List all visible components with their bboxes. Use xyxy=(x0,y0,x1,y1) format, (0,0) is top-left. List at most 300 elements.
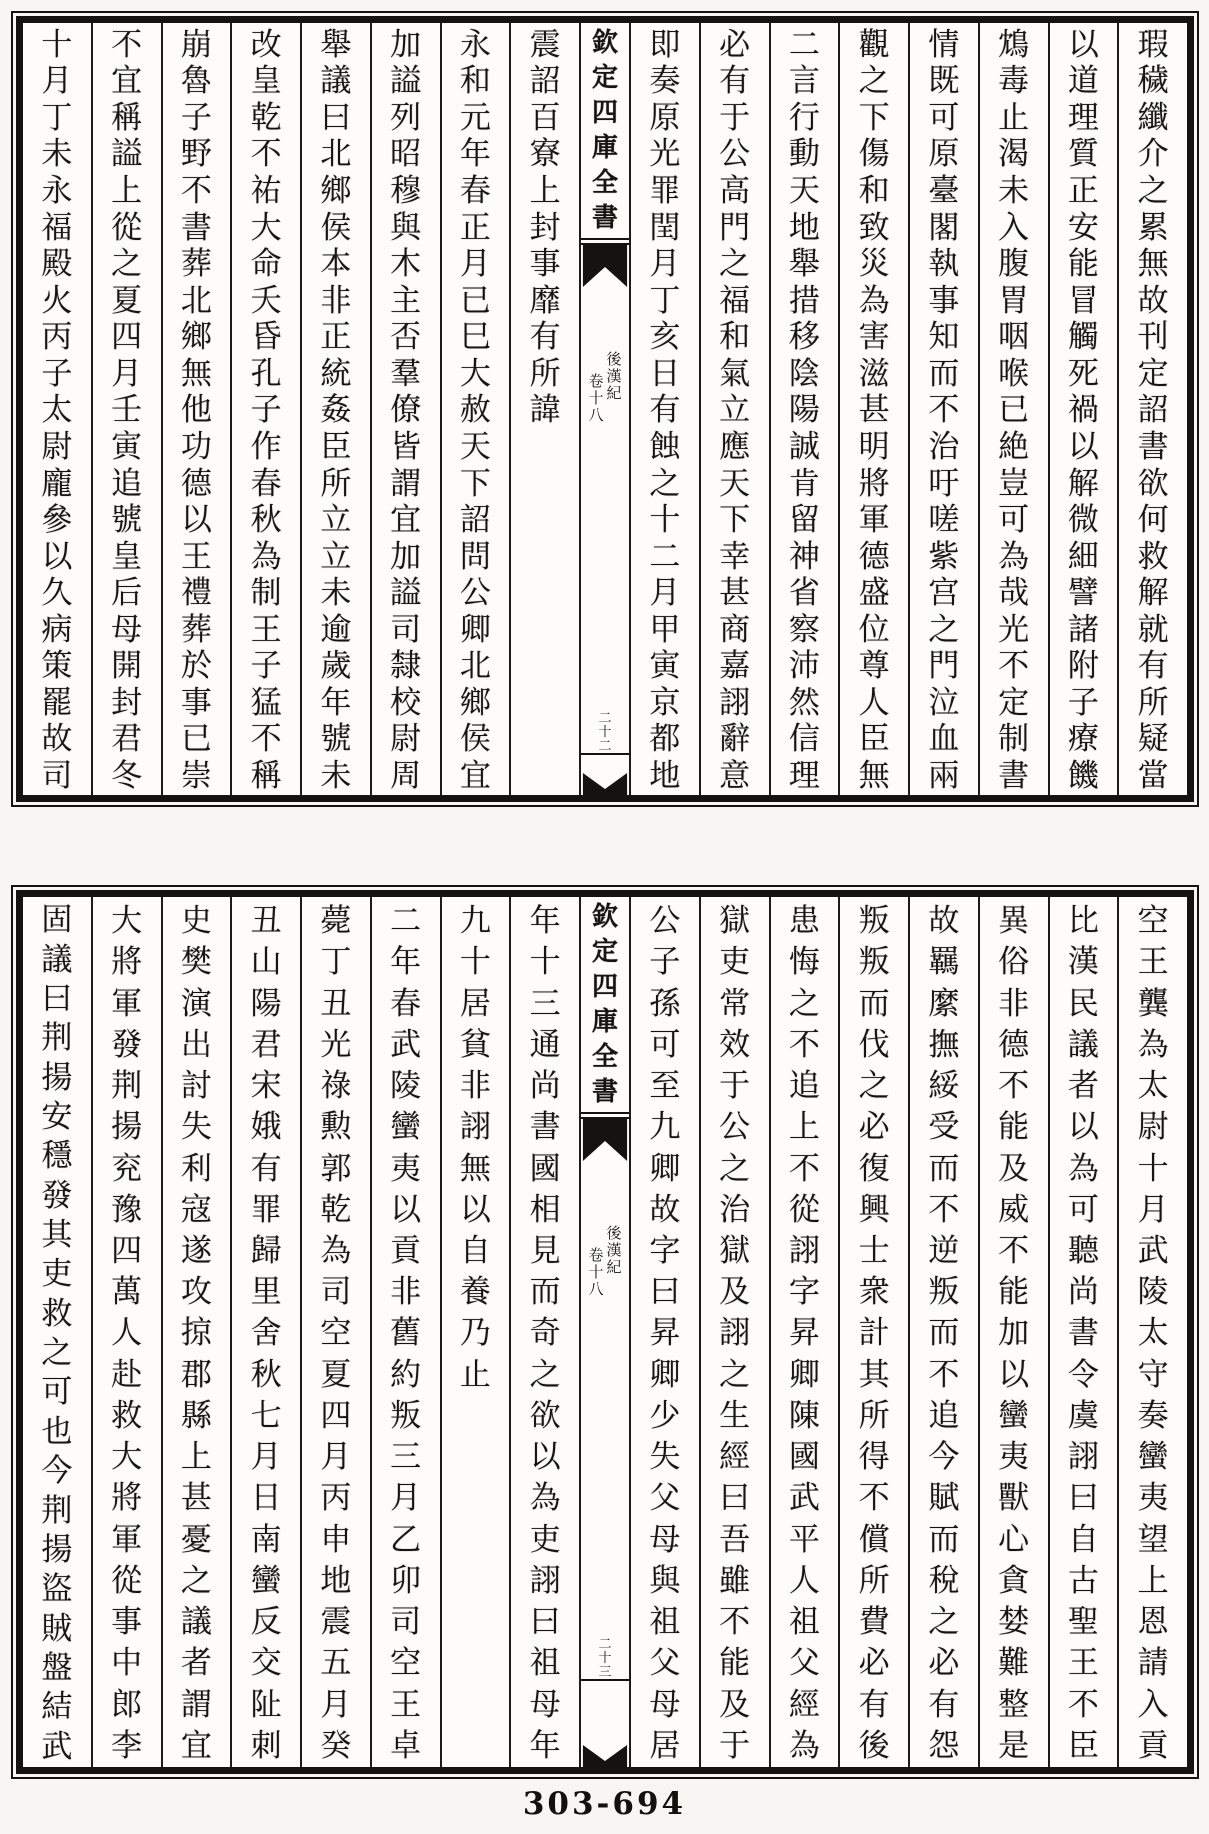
glyph: 心 xyxy=(998,1521,1030,1558)
glyph: 鄉 xyxy=(320,173,352,210)
glyph: 胃 xyxy=(998,282,1030,319)
glyph: 民 xyxy=(1067,985,1099,1022)
text-column xyxy=(440,897,510,1767)
glyph: 安 xyxy=(41,1098,73,1135)
glyph: 空 xyxy=(390,1645,422,1682)
glyph: 之 xyxy=(111,246,143,283)
glyph: 穩 xyxy=(41,1138,73,1175)
glyph: 上 xyxy=(788,1109,820,1146)
glyph: 年 xyxy=(529,903,561,940)
glyph: 母 xyxy=(111,611,143,648)
glyph: 人 xyxy=(858,684,890,721)
glyph: 軍 xyxy=(858,502,890,539)
glyph: 曰 xyxy=(719,1480,751,1517)
glyph: 里 xyxy=(250,1274,282,1311)
glyph: 居 xyxy=(649,1727,681,1764)
glyph: 三 xyxy=(529,985,561,1022)
glyph: 主 xyxy=(390,282,422,319)
glyph: 宜 xyxy=(459,758,491,795)
gutter-book-title xyxy=(607,351,622,424)
glyph: 之 xyxy=(719,1150,751,1187)
text-column xyxy=(769,897,839,1767)
glyph: 壬 xyxy=(111,392,143,429)
glyph: 書 xyxy=(1137,428,1169,465)
glyph: 于 xyxy=(719,99,751,136)
glyph: 王 xyxy=(1067,1645,1099,1682)
glyph: 昇 xyxy=(788,1315,820,1352)
text-column xyxy=(1048,23,1118,795)
glyph: 必 xyxy=(858,1645,890,1682)
fishtail-bottom-icon xyxy=(581,1737,629,1767)
glyph: 意 xyxy=(719,758,751,795)
glyph: 曰 xyxy=(41,980,73,1017)
gutter-rule xyxy=(581,1112,629,1119)
folio-number xyxy=(598,1637,611,1679)
glyph: 月 xyxy=(459,246,491,283)
glyph: 出 xyxy=(180,1026,212,1063)
glyph: 喉 xyxy=(998,355,1030,392)
glyph: 止 xyxy=(998,99,1030,136)
glyph: 刺 xyxy=(250,1727,282,1764)
text-column xyxy=(699,897,769,1767)
glyph: 光 xyxy=(320,1026,352,1063)
glyph: 理 xyxy=(1067,99,1099,136)
glyph: 疑 xyxy=(1137,721,1169,758)
glyph: 樊 xyxy=(180,944,212,981)
glyph: 難 xyxy=(998,1645,1030,1682)
glyph: 問 xyxy=(459,538,491,575)
glyph: 上 xyxy=(111,173,143,210)
glyph: 之 xyxy=(1137,173,1169,210)
glyph: 蠻 xyxy=(390,1109,422,1146)
glyph: 王 xyxy=(390,1686,422,1723)
glyph: 禮 xyxy=(180,575,212,612)
glyph: 空 xyxy=(1137,903,1169,940)
glyph: 亥 xyxy=(649,319,681,356)
glyph: 丙 xyxy=(320,1480,352,1517)
glyph: 十 xyxy=(598,724,612,740)
glyph: 火 xyxy=(41,282,73,319)
glyph: 下 xyxy=(858,99,890,136)
glyph: 書 xyxy=(529,1109,561,1146)
glyph: 望 xyxy=(1137,1521,1169,1558)
glyph: 整 xyxy=(998,1686,1030,1723)
glyph: 九 xyxy=(459,903,491,940)
glyph: 累 xyxy=(1137,209,1169,246)
glyph: 謚 xyxy=(390,575,422,612)
glyph: 得 xyxy=(858,1439,890,1476)
glyph: 大 xyxy=(111,1439,143,1476)
text-column xyxy=(978,23,1048,795)
glyph: 丑 xyxy=(320,985,352,1022)
glyph: 謚 xyxy=(111,136,143,173)
glyph: 非 xyxy=(459,1068,491,1105)
glyph: 道 xyxy=(1067,63,1099,100)
glyph: 十 xyxy=(588,389,604,407)
glyph: 四 xyxy=(591,971,618,1002)
glyph: 太 xyxy=(1137,1068,1169,1105)
glyph: 兖 xyxy=(111,1150,143,1187)
glyph: 腹 xyxy=(998,246,1030,283)
glyph: 百 xyxy=(529,99,561,136)
glyph: 遂 xyxy=(180,1232,212,1269)
glyph: 勲 xyxy=(320,1109,352,1146)
glyph: 于 xyxy=(719,1068,751,1105)
glyph: 治 xyxy=(719,1191,751,1228)
glyph: 不 xyxy=(858,1480,890,1517)
glyph: 臣 xyxy=(858,721,890,758)
glyph: 阯 xyxy=(250,1686,282,1723)
glyph: 叛 xyxy=(858,944,890,981)
glyph: 叛 xyxy=(928,1274,960,1311)
glyph: 軍 xyxy=(111,1521,143,1558)
glyph: 于 xyxy=(719,1727,751,1764)
glyph: 反 xyxy=(250,1604,282,1641)
glyph: 陽 xyxy=(788,392,820,429)
glyph: 無 xyxy=(858,758,890,795)
glyph: 封 xyxy=(529,209,561,246)
glyph: 卿 xyxy=(788,1356,820,1393)
text-column xyxy=(300,23,370,795)
glyph: 可 xyxy=(649,1026,681,1063)
glyph: 字 xyxy=(788,1274,820,1311)
glyph: 書 xyxy=(1067,1315,1099,1352)
glyph: 情 xyxy=(928,26,960,63)
glyph: 王 xyxy=(180,538,212,575)
glyph: 病 xyxy=(41,611,73,648)
glyph: 王 xyxy=(250,611,282,648)
glyph: 議 xyxy=(320,63,352,100)
glyph: 虞 xyxy=(1067,1397,1099,1434)
glyph: 九 xyxy=(649,1109,681,1146)
glyph: 永 xyxy=(41,173,73,210)
glyph: 解 xyxy=(1137,575,1169,612)
glyph: 血 xyxy=(928,721,960,758)
glyph: 效 xyxy=(719,1026,751,1063)
glyph: 羣 xyxy=(390,355,422,392)
glyph: 武 xyxy=(41,1728,73,1765)
glyph: 木 xyxy=(390,246,422,283)
glyph: 號 xyxy=(320,721,352,758)
glyph: 寇 xyxy=(180,1191,212,1228)
glyph: 十 xyxy=(649,502,681,539)
glyph: 以 xyxy=(1067,26,1099,63)
glyph: 相 xyxy=(529,1191,561,1228)
glyph: 子 xyxy=(180,99,212,136)
page-block-bottom xyxy=(16,890,1194,1774)
glyph: 附 xyxy=(1067,648,1099,685)
fishtail-bottom-icon xyxy=(581,765,629,795)
glyph: 然 xyxy=(788,684,820,721)
glyph: 為 xyxy=(529,1480,561,1517)
glyph: 卿 xyxy=(649,1356,681,1393)
glyph: 從 xyxy=(111,209,143,246)
glyph: 之 xyxy=(858,1068,890,1105)
glyph: 大 xyxy=(250,209,282,246)
glyph: 泣 xyxy=(928,684,960,721)
glyph: 不 xyxy=(998,1232,1030,1269)
glyph: 獄 xyxy=(719,1232,751,1269)
glyph: 豫 xyxy=(111,1191,143,1228)
glyph: 介 xyxy=(1137,136,1169,173)
glyph: 入 xyxy=(998,209,1030,246)
glyph: 光 xyxy=(998,611,1030,648)
glyph: 寅 xyxy=(649,648,681,685)
glyph: 可 xyxy=(928,99,960,136)
glyph: 毒 xyxy=(998,63,1030,100)
glyph: 不 xyxy=(928,1356,960,1393)
glyph: 薨 xyxy=(320,903,352,940)
glyph: 所 xyxy=(529,355,561,392)
glyph: 僚 xyxy=(390,392,422,429)
glyph: 公 xyxy=(719,1109,751,1146)
text-column xyxy=(370,897,440,1767)
glyph: 誠 xyxy=(788,428,820,465)
glyph: 信 xyxy=(788,721,820,758)
glyph: 尚 xyxy=(529,1068,561,1105)
glyph: 其 xyxy=(858,1356,890,1393)
glyph: 尚 xyxy=(1067,1274,1099,1311)
glyph: 統 xyxy=(320,355,352,392)
glyph: 有 xyxy=(250,1150,282,1187)
glyph: 靡 xyxy=(529,282,561,319)
glyph: 宜 xyxy=(390,502,422,539)
text-column xyxy=(91,897,161,1767)
glyph: 冬 xyxy=(111,758,143,795)
glyph: 十 xyxy=(1137,1150,1169,1187)
text-column xyxy=(699,23,769,795)
glyph: 臺 xyxy=(928,173,960,210)
glyph: 母 xyxy=(529,1686,561,1723)
glyph: 吾 xyxy=(719,1521,751,1558)
glyph: 獸 xyxy=(998,1480,1030,1517)
glyph: 皇 xyxy=(111,538,143,575)
glyph: 巳 xyxy=(459,319,491,356)
glyph: 入 xyxy=(1137,1686,1169,1723)
glyph: 定 xyxy=(591,62,618,93)
glyph: 諱 xyxy=(529,392,561,429)
glyph: 地 xyxy=(788,209,820,246)
glyph: 咽 xyxy=(998,319,1030,356)
glyph: 丑 xyxy=(250,903,282,940)
glyph: 而 xyxy=(928,1150,960,1187)
glyph: 死 xyxy=(1067,355,1099,392)
glyph: 五 xyxy=(320,1645,352,1682)
glyph: 崇 xyxy=(180,758,212,795)
glyph: 不 xyxy=(719,1604,751,1641)
glyph: 荆 xyxy=(41,1020,73,1057)
glyph: 議 xyxy=(1067,1026,1099,1063)
glyph: 祖 xyxy=(529,1645,561,1682)
glyph: 北 xyxy=(320,136,352,173)
glyph: 山 xyxy=(250,944,282,981)
glyph: 昇 xyxy=(649,1315,681,1352)
glyph: 下 xyxy=(459,465,491,502)
glyph: 宋 xyxy=(250,1068,282,1105)
glyph: 未 xyxy=(41,136,73,173)
glyph: 光 xyxy=(649,136,681,173)
text-column xyxy=(978,897,1048,1767)
glyph: 司 xyxy=(320,1274,352,1311)
glyph: 七 xyxy=(250,1397,282,1434)
glyph: 故 xyxy=(928,903,960,940)
glyph: 奏 xyxy=(649,63,681,100)
glyph: 郭 xyxy=(320,1150,352,1187)
glyph: 孔 xyxy=(250,355,282,392)
glyph: 上 xyxy=(180,1439,212,1476)
glyph: 也 xyxy=(41,1413,73,1450)
glyph: 八 xyxy=(588,406,604,424)
glyph: 演 xyxy=(180,985,212,1022)
glyph: 空 xyxy=(320,1315,352,1352)
glyph: 漢 xyxy=(1067,944,1099,981)
glyph: 定 xyxy=(1137,355,1169,392)
glyph: 甚 xyxy=(180,1480,212,1517)
glyph: 事 xyxy=(180,684,212,721)
gutter-rule xyxy=(581,238,629,245)
glyph: 致 xyxy=(858,209,890,246)
glyph: 有 xyxy=(719,63,751,100)
glyph: 后 xyxy=(111,575,143,612)
glyph: 約 xyxy=(390,1356,422,1393)
glyph: 吏 xyxy=(41,1256,73,1293)
glyph: 乾 xyxy=(320,1191,352,1228)
glyph: 揚 xyxy=(41,1531,73,1568)
glyph: 饑 xyxy=(1067,758,1099,795)
glyph: 本 xyxy=(320,246,352,283)
text-column xyxy=(370,23,440,795)
glyph: 聽 xyxy=(1067,1232,1099,1269)
glyph: 費 xyxy=(858,1604,890,1641)
text-column xyxy=(23,897,91,1767)
glyph: 祖 xyxy=(649,1604,681,1641)
glyph: 曰 xyxy=(1067,1480,1099,1517)
glyph: 議 xyxy=(180,1604,212,1641)
glyph: 以 xyxy=(529,1439,561,1476)
columns-bottom xyxy=(23,897,1187,1767)
glyph: 制 xyxy=(250,575,282,612)
glyph: 興 xyxy=(858,1191,890,1228)
glyph: 殿 xyxy=(41,246,73,283)
glyph: 所 xyxy=(1137,684,1169,721)
glyph: 庫 xyxy=(591,132,618,163)
glyph: 非 xyxy=(320,282,352,319)
glyph: 赦 xyxy=(459,392,491,429)
glyph: 武 xyxy=(1137,1232,1169,1269)
glyph: 南 xyxy=(250,1521,282,1558)
glyph: 恩 xyxy=(1137,1604,1169,1641)
glyph: 父 xyxy=(649,1645,681,1682)
glyph: 欽 xyxy=(591,901,618,932)
glyph: 憂 xyxy=(180,1521,212,1558)
glyph: 雖 xyxy=(719,1562,751,1599)
gutter-gap xyxy=(581,753,629,765)
glyph: 詡 xyxy=(719,1315,751,1352)
glyph: 天 xyxy=(719,465,751,502)
glyph: 陽 xyxy=(250,985,282,1022)
glyph: 荆 xyxy=(41,1492,73,1529)
gutter-book-chapter xyxy=(581,351,629,424)
glyph: 不 xyxy=(111,26,143,63)
glyph: 能 xyxy=(998,1109,1030,1146)
glyph: 有 xyxy=(858,1686,890,1723)
glyph: 原 xyxy=(928,136,960,173)
glyph: 立 xyxy=(320,538,352,575)
glyph: 無 xyxy=(180,355,212,392)
glyph: 舍 xyxy=(250,1315,282,1352)
glyph: 立 xyxy=(719,392,751,429)
glyph: 君 xyxy=(111,721,143,758)
glyph: 救 xyxy=(1137,538,1169,575)
glyph: 及 xyxy=(719,1274,751,1311)
glyph: 八 xyxy=(588,1280,604,1298)
text-column xyxy=(1117,897,1187,1767)
glyph: 是 xyxy=(998,1727,1030,1764)
glyph: 滋 xyxy=(858,355,890,392)
glyph: 全 xyxy=(591,1041,618,1072)
glyph: 紀 xyxy=(606,384,622,402)
glyph: 豈 xyxy=(998,465,1030,502)
glyph: 十 xyxy=(41,26,73,63)
glyph: 詡 xyxy=(459,1109,491,1146)
glyph: 利 xyxy=(180,1150,212,1187)
glyph: 肯 xyxy=(788,465,820,502)
glyph: 定 xyxy=(998,684,1030,721)
glyph: 尉 xyxy=(41,428,73,465)
text-column xyxy=(91,23,161,795)
glyph: 所 xyxy=(858,1397,890,1434)
glyph: 見 xyxy=(529,1232,561,1269)
glyph: 紀 xyxy=(606,1258,622,1276)
glyph: 魯 xyxy=(180,63,212,100)
glyph: 討 xyxy=(180,1068,212,1105)
glyph: 叛 xyxy=(858,903,890,940)
glyph: 養 xyxy=(459,1274,491,1311)
glyph: 月 xyxy=(111,355,143,392)
glyph: 平 xyxy=(788,1521,820,1558)
glyph: 太 xyxy=(41,392,73,429)
glyph: 異 xyxy=(998,903,1030,940)
glyph: 元 xyxy=(459,99,491,136)
glyph: 十 xyxy=(598,1650,612,1666)
glyph: 至 xyxy=(649,1068,681,1105)
glyph: 四 xyxy=(320,1397,352,1434)
glyph: 稱 xyxy=(250,758,282,795)
glyph: 甚 xyxy=(858,392,890,429)
glyph: 已 xyxy=(998,392,1030,429)
glyph: 移 xyxy=(788,319,820,356)
glyph: 王 xyxy=(1137,944,1169,981)
glyph: 所 xyxy=(858,1562,890,1599)
glyph: 以 xyxy=(1067,1109,1099,1146)
glyph: 皇 xyxy=(250,63,282,100)
glyph: 二 xyxy=(390,903,422,940)
glyph: 二 xyxy=(649,538,681,575)
glyph: 德 xyxy=(998,1026,1030,1063)
glyph: 叛 xyxy=(390,1397,422,1434)
glyph: 久 xyxy=(41,575,73,612)
glyph: 全 xyxy=(591,167,618,198)
glyph: 春 xyxy=(459,173,491,210)
glyph: 及 xyxy=(719,1686,751,1723)
glyph: 謂 xyxy=(180,1686,212,1723)
glyph: 蠻 xyxy=(250,1562,282,1599)
glyph: 姦 xyxy=(320,392,352,429)
glyph: 欲 xyxy=(529,1397,561,1434)
glyph: 父 xyxy=(649,1480,681,1517)
glyph: 謂 xyxy=(390,465,422,502)
glyph: 奇 xyxy=(529,1315,561,1352)
